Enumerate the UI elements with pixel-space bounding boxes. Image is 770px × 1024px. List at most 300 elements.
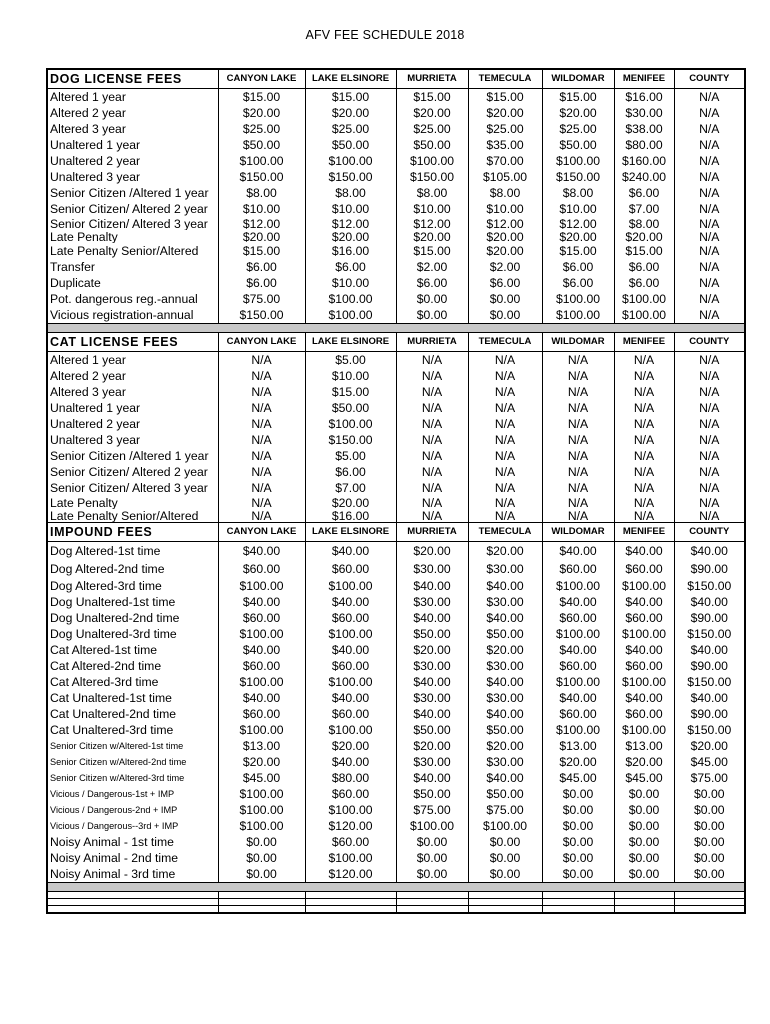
fee-value: $100.00 xyxy=(305,291,396,307)
table-row xyxy=(47,786,745,802)
fee-value: $10.00 xyxy=(396,201,468,217)
fee-label: Cat Unaltered-3rd time xyxy=(47,722,218,738)
blank-cell xyxy=(614,906,674,914)
fee-value: N/A xyxy=(468,464,542,480)
fee-label: Vicious / Dangerous-1st + IMP xyxy=(47,786,218,802)
fee-value: N/A xyxy=(674,105,745,121)
fee-value: $0.00 xyxy=(614,866,674,883)
fee-label: Late Penalty xyxy=(47,496,218,509)
fee-value: $60.00 xyxy=(218,610,305,626)
impound-section-heading: IMPOUND FEES xyxy=(47,523,218,542)
fee-value: $0.00 xyxy=(674,866,745,883)
fee-value: $100.00 xyxy=(305,578,396,594)
fee-value: N/A xyxy=(674,432,745,448)
fee-label: Unaltered 2 year xyxy=(47,416,218,432)
table-row xyxy=(47,626,745,642)
blank-row xyxy=(47,906,745,914)
fee-value: N/A xyxy=(468,509,542,523)
table-row xyxy=(47,480,745,496)
fee-value: $16.00 xyxy=(305,243,396,259)
table-row xyxy=(47,89,745,106)
column-header: WILDOMAR xyxy=(542,69,614,89)
fee-value: N/A xyxy=(468,416,542,432)
fee-value: $40.00 xyxy=(468,706,542,722)
fee-value: $25.00 xyxy=(468,121,542,137)
fee-value: N/A xyxy=(542,400,614,416)
fee-value: $0.00 xyxy=(674,834,745,850)
fee-value: $40.00 xyxy=(305,542,396,561)
fee-label: Unaltered 3 year xyxy=(47,432,218,448)
fee-value: $0.00 xyxy=(674,802,745,818)
fee-label: Pot. dangerous reg.-annual xyxy=(47,291,218,307)
fee-value: $100.00 xyxy=(614,307,674,324)
column-header: TEMECULA xyxy=(468,333,542,352)
column-header: MURRIETA xyxy=(396,523,468,542)
fee-value: $75.00 xyxy=(396,802,468,818)
fee-value: $8.00 xyxy=(396,185,468,201)
fee-value: N/A xyxy=(614,384,674,400)
fee-value: $0.00 xyxy=(542,786,614,802)
fee-value: $10.00 xyxy=(468,201,542,217)
fee-value: N/A xyxy=(542,480,614,496)
fee-value: $6.00 xyxy=(305,464,396,480)
fee-label: Cat Altered-2nd time xyxy=(47,658,218,674)
column-header: LAKE ELSINORE xyxy=(305,333,396,352)
fee-value: N/A xyxy=(396,384,468,400)
table-row xyxy=(47,448,745,464)
fee-value: $30.00 xyxy=(396,754,468,770)
fee-value: $30.00 xyxy=(396,658,468,674)
blank-cell xyxy=(674,899,745,906)
fee-value: $150.00 xyxy=(305,432,396,448)
fee-label: Cat Altered-1st time xyxy=(47,642,218,658)
fee-value: N/A xyxy=(396,400,468,416)
fee-value: $40.00 xyxy=(396,706,468,722)
fee-value: $40.00 xyxy=(674,594,745,610)
table-row xyxy=(47,201,745,217)
blank-cell xyxy=(305,892,396,899)
fee-value: N/A xyxy=(396,496,468,509)
fee-value: $15.00 xyxy=(396,89,468,106)
fee-value: $0.00 xyxy=(674,818,745,834)
fee-value: $20.00 xyxy=(542,105,614,121)
fee-label: Unaltered 2 year xyxy=(47,153,218,169)
fee-value: N/A xyxy=(218,400,305,416)
fee-value: $100.00 xyxy=(218,802,305,818)
fee-value: $100.00 xyxy=(305,626,396,642)
fee-value: $100.00 xyxy=(542,307,614,324)
fee-value: $100.00 xyxy=(614,291,674,307)
fee-value: $60.00 xyxy=(614,706,674,722)
fee-value: N/A xyxy=(396,352,468,369)
fee-label: Senior Citizen w/Altered-2nd time xyxy=(47,754,218,770)
fee-value: $10.00 xyxy=(218,201,305,217)
fee-value: $40.00 xyxy=(468,674,542,690)
blank-row xyxy=(47,892,745,899)
fee-value: N/A xyxy=(396,480,468,496)
divider-bar xyxy=(47,883,745,892)
fee-value: N/A xyxy=(674,496,745,509)
table-row xyxy=(47,578,745,594)
column-header: CANYON LAKE xyxy=(218,523,305,542)
table-row xyxy=(47,738,745,754)
fee-value: $100.00 xyxy=(542,153,614,169)
fee-value: N/A xyxy=(674,169,745,185)
fee-label: Dog Unaltered-2nd time xyxy=(47,610,218,626)
fee-value: $75.00 xyxy=(674,770,745,786)
table-row xyxy=(47,153,745,169)
fee-label: Altered 2 year xyxy=(47,368,218,384)
fee-value: $6.00 xyxy=(218,275,305,291)
fee-label: Altered 1 year xyxy=(47,89,218,106)
fee-value: N/A xyxy=(674,259,745,275)
fee-value: $12.00 xyxy=(468,217,542,230)
fee-value: $150.00 xyxy=(674,626,745,642)
blank-cell xyxy=(305,906,396,914)
fee-value: $100.00 xyxy=(542,578,614,594)
table-row xyxy=(47,137,745,153)
fee-value: $0.00 xyxy=(542,818,614,834)
fee-value: $50.00 xyxy=(218,137,305,153)
fee-value: $150.00 xyxy=(674,578,745,594)
fee-value: N/A xyxy=(218,416,305,432)
fee-value: $50.00 xyxy=(468,626,542,642)
section-divider xyxy=(47,883,745,892)
fee-value: $0.00 xyxy=(614,786,674,802)
fee-value: $6.00 xyxy=(614,275,674,291)
fee-value: $0.00 xyxy=(542,850,614,866)
fee-value: N/A xyxy=(542,384,614,400)
fee-value: N/A xyxy=(218,464,305,480)
fee-label: Cat Unaltered-1st time xyxy=(47,690,218,706)
fee-value: N/A xyxy=(674,448,745,464)
fee-value: $60.00 xyxy=(542,706,614,722)
divider-bar xyxy=(47,324,745,333)
fee-value: $0.00 xyxy=(614,818,674,834)
fee-value: $50.00 xyxy=(542,137,614,153)
fee-value: $0.00 xyxy=(468,291,542,307)
fee-value: $100.00 xyxy=(218,674,305,690)
fee-value: $0.00 xyxy=(674,786,745,802)
table-row xyxy=(47,400,745,416)
column-header: TEMECULA xyxy=(468,523,542,542)
fee-value: $13.00 xyxy=(614,738,674,754)
fee-value: N/A xyxy=(542,496,614,509)
fee-value: $20.00 xyxy=(674,738,745,754)
table-row xyxy=(47,690,745,706)
table-row xyxy=(47,185,745,201)
fee-value: $60.00 xyxy=(218,706,305,722)
fee-value: $100.00 xyxy=(305,722,396,738)
fee-value: $12.00 xyxy=(396,217,468,230)
fee-value: $12.00 xyxy=(218,217,305,230)
fee-value: $20.00 xyxy=(396,542,468,561)
fee-value: $50.00 xyxy=(305,137,396,153)
table-row xyxy=(47,368,745,384)
fee-label: Noisy Animal - 2nd time xyxy=(47,850,218,866)
fee-value: $100.00 xyxy=(396,153,468,169)
fee-value: $120.00 xyxy=(305,818,396,834)
fee-value: $0.00 xyxy=(218,850,305,866)
fee-value: N/A xyxy=(614,432,674,448)
blank-cell xyxy=(468,906,542,914)
fee-value: $150.00 xyxy=(674,674,745,690)
fee-value: $0.00 xyxy=(614,850,674,866)
fee-value: $8.00 xyxy=(468,185,542,201)
fee-label: Dog Unaltered-3rd time xyxy=(47,626,218,642)
fee-value: N/A xyxy=(614,448,674,464)
fee-value: $50.00 xyxy=(468,786,542,802)
fee-value: N/A xyxy=(674,307,745,324)
table-row xyxy=(47,560,745,578)
fee-value: N/A xyxy=(396,416,468,432)
fee-value: $60.00 xyxy=(614,610,674,626)
fee-value: N/A xyxy=(674,275,745,291)
fee-value: $50.00 xyxy=(396,137,468,153)
fee-value: N/A xyxy=(674,217,745,230)
fee-value: $0.00 xyxy=(396,850,468,866)
fee-value: $40.00 xyxy=(218,594,305,610)
column-header: MURRIETA xyxy=(396,69,468,89)
fee-value: $8.00 xyxy=(614,217,674,230)
fee-value: N/A xyxy=(218,352,305,369)
fee-label: Dog Altered-3rd time xyxy=(47,578,218,594)
fee-label: Noisy Animal - 3rd time xyxy=(47,866,218,883)
fee-label: Senior Citizen/ Altered 3 year xyxy=(47,217,218,230)
fee-value: $40.00 xyxy=(218,690,305,706)
fee-value: $50.00 xyxy=(396,626,468,642)
fee-value: $0.00 xyxy=(468,834,542,850)
fee-value: N/A xyxy=(396,464,468,480)
blank-cell xyxy=(218,892,305,899)
fee-value: N/A xyxy=(614,464,674,480)
fee-value: $7.00 xyxy=(614,201,674,217)
table-row xyxy=(47,275,745,291)
fee-value: $100.00 xyxy=(218,818,305,834)
column-header: CANYON LAKE xyxy=(218,333,305,352)
fee-value: N/A xyxy=(614,416,674,432)
fee-value: $0.00 xyxy=(396,834,468,850)
fee-value: $20.00 xyxy=(542,754,614,770)
fee-value: $20.00 xyxy=(218,754,305,770)
fee-value: $30.00 xyxy=(614,105,674,121)
fee-label: Senior Citizen/ Altered 2 year xyxy=(47,464,218,480)
fee-label: Senior Citizen/ Altered 3 year xyxy=(47,480,218,496)
fee-value: $16.00 xyxy=(614,89,674,106)
fee-value: $100.00 xyxy=(218,578,305,594)
table-row xyxy=(47,105,745,121)
blank-cell xyxy=(468,892,542,899)
fee-value: $20.00 xyxy=(305,496,396,509)
table-row xyxy=(47,243,745,259)
fee-value: $90.00 xyxy=(674,560,745,578)
fee-value: $12.00 xyxy=(542,217,614,230)
fee-value: $15.00 xyxy=(614,243,674,259)
fee-value: N/A xyxy=(674,121,745,137)
fee-value: N/A xyxy=(468,480,542,496)
fee-value: $0.00 xyxy=(468,850,542,866)
fee-value: $6.00 xyxy=(542,275,614,291)
table-row xyxy=(47,722,745,738)
fee-value: $0.00 xyxy=(542,802,614,818)
fee-value: $40.00 xyxy=(674,542,745,561)
table-row xyxy=(47,464,745,480)
fee-value: $10.00 xyxy=(305,368,396,384)
fee-value: $0.00 xyxy=(468,307,542,324)
fee-value: N/A xyxy=(542,416,614,432)
fee-value: $90.00 xyxy=(674,610,745,626)
fee-label: Senior Citizen/ Altered 2 year xyxy=(47,201,218,217)
table-row xyxy=(47,259,745,275)
fee-value: $120.00 xyxy=(305,866,396,883)
fee-value: $40.00 xyxy=(542,594,614,610)
fee-label: Cat Altered-3rd time xyxy=(47,674,218,690)
fee-label: Dog Altered-2nd time xyxy=(47,560,218,578)
fee-value: N/A xyxy=(674,368,745,384)
column-header: COUNTY xyxy=(674,333,745,352)
fee-value: N/A xyxy=(674,137,745,153)
fee-value: N/A xyxy=(614,368,674,384)
fee-value: $60.00 xyxy=(305,834,396,850)
fee-value: $50.00 xyxy=(468,722,542,738)
fee-value: $40.00 xyxy=(614,642,674,658)
table-row xyxy=(47,658,745,674)
fee-label: Vicious / Dangerous-2nd + IMP xyxy=(47,802,218,818)
fee-value: $40.00 xyxy=(614,542,674,561)
column-header: WILDOMAR xyxy=(542,523,614,542)
table-row xyxy=(47,674,745,690)
column-header: WILDOMAR xyxy=(542,333,614,352)
fee-value: $15.00 xyxy=(542,89,614,106)
fee-value: $40.00 xyxy=(305,690,396,706)
fee-value: $40.00 xyxy=(614,690,674,706)
fee-value: $20.00 xyxy=(542,230,614,243)
table-row xyxy=(47,352,745,369)
fee-value: $6.00 xyxy=(305,259,396,275)
column-header: MENIFEE xyxy=(614,523,674,542)
fee-value: $38.00 xyxy=(614,121,674,137)
blank-cell xyxy=(218,906,305,914)
fee-value: $30.00 xyxy=(396,594,468,610)
table-row xyxy=(47,642,745,658)
fee-value: $40.00 xyxy=(674,690,745,706)
fee-value: N/A xyxy=(396,448,468,464)
fee-schedule-table xyxy=(46,68,746,914)
table-row xyxy=(47,217,745,230)
fee-value: $100.00 xyxy=(305,850,396,866)
fee-label: Late Penalty xyxy=(47,230,218,243)
fee-value: $6.00 xyxy=(542,259,614,275)
fee-value: $13.00 xyxy=(218,738,305,754)
fee-value: $20.00 xyxy=(396,738,468,754)
fee-value: $0.00 xyxy=(396,291,468,307)
fee-value: $30.00 xyxy=(468,658,542,674)
blank-row xyxy=(47,899,745,906)
fee-label: Late Penalty Senior/Altered xyxy=(47,509,218,523)
fee-value: $15.00 xyxy=(218,243,305,259)
blank-cell xyxy=(468,899,542,906)
blank-cell xyxy=(47,892,218,899)
fee-value: $80.00 xyxy=(614,137,674,153)
fee-label: Altered 3 year xyxy=(47,384,218,400)
fee-value: $100.00 xyxy=(305,802,396,818)
fee-value: $8.00 xyxy=(542,185,614,201)
fee-value: $30.00 xyxy=(468,690,542,706)
fee-value: $240.00 xyxy=(614,169,674,185)
fee-value: $0.00 xyxy=(396,307,468,324)
fee-value: $40.00 xyxy=(396,770,468,786)
table-row xyxy=(47,802,745,818)
page-title: AFV FEE SCHEDULE 2018 xyxy=(305,28,465,42)
fee-table-body xyxy=(47,69,745,913)
fee-value: N/A xyxy=(468,368,542,384)
blank-cell xyxy=(614,899,674,906)
fee-value: $40.00 xyxy=(218,642,305,658)
table-row xyxy=(47,169,745,185)
fee-value: N/A xyxy=(542,432,614,448)
fee-value: $20.00 xyxy=(614,230,674,243)
fee-value: N/A xyxy=(674,201,745,217)
fee-value: $25.00 xyxy=(396,121,468,137)
fee-value: $13.00 xyxy=(542,738,614,754)
fee-value: $100.00 xyxy=(218,786,305,802)
fee-value: $0.00 xyxy=(542,834,614,850)
fee-value: $40.00 xyxy=(542,642,614,658)
fee-value: $8.00 xyxy=(305,185,396,201)
fee-value: $150.00 xyxy=(218,169,305,185)
fee-value: $100.00 xyxy=(614,722,674,738)
blank-cell xyxy=(396,906,468,914)
fee-value: $40.00 xyxy=(542,542,614,561)
fee-value: N/A xyxy=(218,448,305,464)
fee-value: $35.00 xyxy=(468,137,542,153)
fee-value: $6.00 xyxy=(614,259,674,275)
fee-value: $90.00 xyxy=(674,658,745,674)
table-row xyxy=(47,834,745,850)
fee-value: N/A xyxy=(468,432,542,448)
fee-value: $10.00 xyxy=(305,201,396,217)
fee-value: N/A xyxy=(218,480,305,496)
blank-cell xyxy=(396,892,468,899)
fee-value: N/A xyxy=(674,352,745,369)
column-header: CANYON LAKE xyxy=(218,69,305,89)
fee-value: $0.00 xyxy=(614,802,674,818)
fee-value: $100.00 xyxy=(542,626,614,642)
table-row xyxy=(47,610,745,626)
fee-value: $20.00 xyxy=(468,642,542,658)
fee-label: Duplicate xyxy=(47,275,218,291)
fee-value: $150.00 xyxy=(542,169,614,185)
table-row xyxy=(47,291,745,307)
fee-value: $150.00 xyxy=(305,169,396,185)
fee-value: N/A xyxy=(468,496,542,509)
fee-value: $15.00 xyxy=(396,243,468,259)
fee-value: $20.00 xyxy=(396,105,468,121)
fee-label: Altered 2 year xyxy=(47,105,218,121)
fee-value: $20.00 xyxy=(218,230,305,243)
table-row xyxy=(47,416,745,432)
table-row xyxy=(47,542,745,561)
fee-value: $20.00 xyxy=(305,738,396,754)
table-row xyxy=(47,230,745,243)
fee-value: N/A xyxy=(218,496,305,509)
fee-value: $40.00 xyxy=(305,754,396,770)
fee-value: N/A xyxy=(218,509,305,523)
fee-label: Unaltered 1 year xyxy=(47,400,218,416)
table-row xyxy=(47,866,745,883)
fee-value: $0.00 xyxy=(468,866,542,883)
fee-value: $30.00 xyxy=(468,754,542,770)
